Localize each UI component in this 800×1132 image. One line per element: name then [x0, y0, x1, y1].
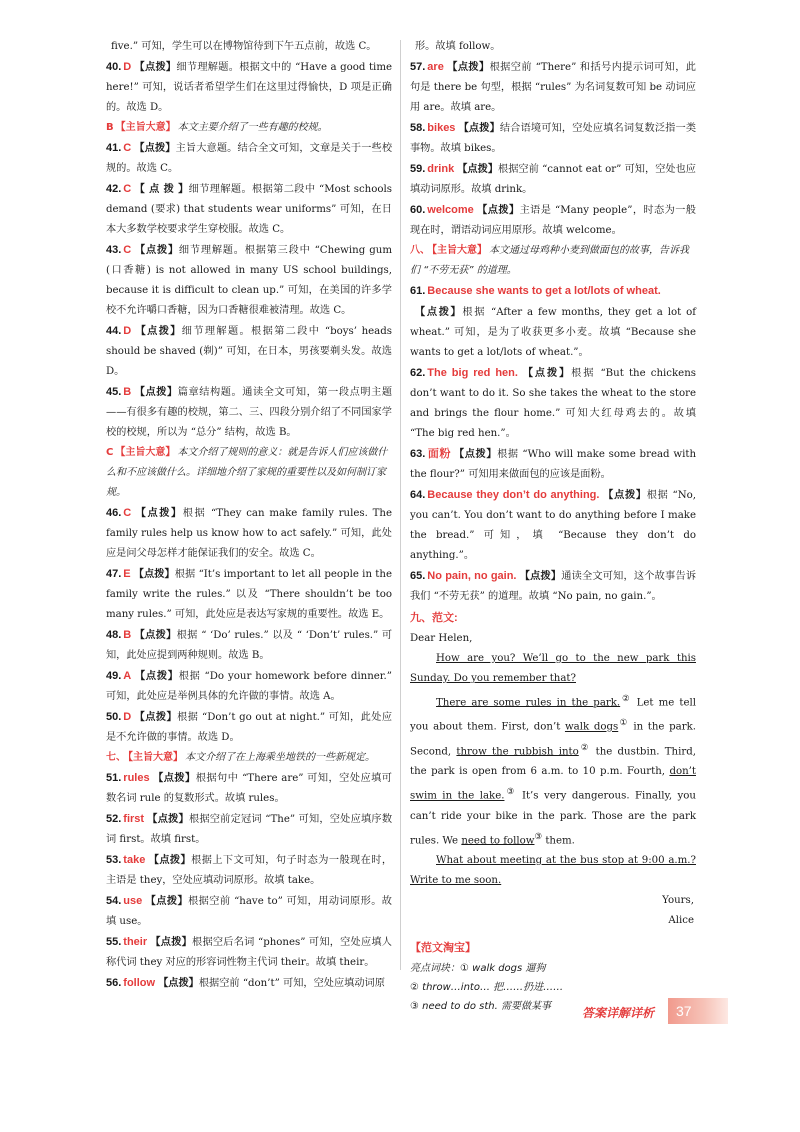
answer-entry — [106, 382, 392, 443]
essay-text: How are you? We’ll go to the new park this Sunday. Do you remember that? — [410, 653, 696, 684]
answer-entry — [410, 36, 696, 57]
question-number: 56. — [106, 977, 122, 989]
answer-entry — [106, 564, 392, 625]
answer-entry — [106, 179, 392, 240]
answer-key: Because she wants to get a lot/lots of wheat. — [427, 285, 661, 297]
question-number: 45. — [106, 386, 122, 398]
explanation-text: 通读全文可知，这个故事告诉我们 “不劳无获” 的道理。故填 “No pain, no gain.”。 — [410, 571, 697, 602]
explanation-text: 主旨大意题。结合全文可知，文章是关于一些校规的。故选 C。 — [106, 143, 393, 174]
answer-entry — [106, 666, 392, 707]
answer-entry — [106, 809, 392, 850]
question-number: 64. — [410, 489, 426, 501]
fanwen-line: 亮点词块：① walk dogs 遛狗 — [410, 962, 546, 974]
hint-tag: 【点拨】 — [158, 977, 199, 989]
hint-tag: 【点拨】 — [454, 448, 498, 460]
hint-tag: 【点拨】 — [602, 489, 647, 501]
right-column — [410, 36, 696, 1016]
explanation-text: 根据 “Don’t go out at night.” 可知，此处应是不允许做的事情。故选 D。 — [106, 712, 393, 743]
explanation-text: 篇章结构题。通读全文可知，第一段点明主题——有很多有趣的校规，第二、三、四段分别介绍了不同国家学校的校规，所以为 “总分” 结构，故选 B。 — [106, 387, 393, 438]
left-column — [106, 36, 392, 994]
answer-key: their — [123, 936, 148, 948]
hint-tag: 【点拨】 — [134, 670, 179, 682]
page-number: 37 — [668, 998, 728, 1024]
hint-tag: 【点拨】 — [134, 325, 182, 337]
essay-text: the dustbin. Third, the park is open from 6 a.m. to 10 p.m. Fourth, — [410, 746, 696, 778]
answer-entry — [106, 57, 392, 118]
fanwen-line: ② throw…into… 把……扔进…… — [410, 981, 564, 993]
answer-entry — [106, 973, 392, 994]
essay-paragraph-3 — [410, 851, 696, 891]
answer-entry — [106, 321, 392, 382]
explanation-text: 根据空后名词 “phones” 可知，空处应填人称代词 they 对应的形容词性物主代词 their。故填 their。 — [106, 937, 392, 968]
main-idea-tag: 【主旨大意】 — [115, 447, 176, 458]
explanation-text: 根据 “But the chickens don’t want to do it. So she takes the wheat to the store and brings the flour home.” 可知大红母鸡去的。故填 “The big red hen.”。 — [410, 368, 696, 439]
explanation-text: 结合语境可知，空处应填名词复数泛指一类事物。故填 bikes。 — [410, 123, 697, 154]
answer-entry — [106, 36, 392, 57]
question-number: 41. — [106, 142, 122, 154]
question-number: 59. — [410, 163, 426, 175]
question-number: 63. — [410, 448, 426, 460]
essay-text: What about meeting at the bus stop at 9:00 a.m.? Write to me soon. — [410, 854, 696, 886]
question-number: 47. — [106, 568, 122, 580]
hint-tag: 【点拨】 — [148, 854, 192, 866]
hint-tag: 【点拨】 — [134, 244, 179, 256]
answer-entry — [410, 302, 696, 363]
hint-tag: 【点拨】 — [134, 386, 178, 398]
answer-key: rules — [123, 772, 150, 784]
hint-tag: 【 点 拨 】 — [134, 183, 189, 195]
answer-key: use — [123, 895, 143, 907]
explanation-text: 根据空前 “don’t” 可知，空处应填动词原 — [198, 978, 385, 989]
section-letter: 七、 — [106, 752, 126, 763]
answer-key: The big red hen. — [427, 367, 518, 379]
answer-key: C — [123, 507, 132, 519]
answer-key: No pain, no gain. — [427, 570, 517, 582]
question-number: 58. — [410, 122, 426, 134]
main-idea-tag: 【主旨大意】 — [432, 245, 487, 256]
question-number: 54. — [106, 895, 122, 907]
answer-entry — [106, 850, 392, 891]
explanation-text: 根据 “ ‘Do’ rules.” 以及 “ ‘Don’t’ rules.” 可知，此处应提到两种规则。故选 B。 — [106, 630, 393, 661]
hint-tag: 【点拨】 — [458, 122, 500, 134]
question-number: 60. — [410, 204, 426, 216]
explanation-text: 细节理解题。根据第二段中 “Most schools demand (要求) that students wear uniforms” 可知，在日本大多数学校要求学生穿校服。故选 C。 — [106, 184, 392, 235]
essay-paragraph-1 — [410, 649, 696, 689]
question-number: 52. — [106, 813, 122, 825]
answer-key: take — [123, 854, 146, 866]
answer-entry — [106, 138, 392, 179]
explanation-text: 根据空前 “cannot eat or” 可知，空处也应填动词原形。故填 drink。 — [410, 164, 696, 195]
answer-entry — [106, 625, 392, 666]
answer-entry — [410, 159, 696, 200]
main-idea-note — [106, 118, 392, 138]
column-divider — [400, 40, 401, 970]
hint-tag: 【点拨】 — [134, 61, 177, 73]
answer-entry — [106, 240, 392, 321]
answer-key: C — [123, 244, 132, 256]
hint-tag: 【点拨】 — [134, 142, 176, 154]
explanation-text: 根据空前 “There” 和括号内提示词可知，此句是 there be 句型，根据 “rules” 为名词复数可知 be 动词应用 are。故填 are。 — [410, 62, 696, 113]
essay-marker: ② — [620, 694, 632, 704]
essay-text: them. — [542, 834, 575, 846]
essay-marker: ③ — [534, 831, 543, 842]
essay-marker: ③ — [504, 787, 517, 798]
salutation: Dear Helen, — [410, 633, 473, 644]
essay-paragraph-2 — [410, 689, 696, 851]
section-letter: B — [106, 122, 114, 133]
answer-entry — [106, 891, 392, 932]
main-idea-note — [106, 443, 392, 503]
explanation-text: five.” 可知，学生可以在博物馆待到下午五点前，故选 C。 — [111, 41, 377, 52]
main-idea-text: 本文通过母鸡种小麦到做面包的故事，告诉我们 “不劳无获” 的道理。 — [410, 245, 689, 276]
answer-entry — [106, 932, 392, 973]
answer-key: follow — [123, 977, 156, 989]
answer-key: A — [123, 670, 132, 682]
right-entries — [410, 36, 696, 607]
question-number: 51. — [106, 772, 122, 784]
answer-entry — [410, 200, 696, 241]
answer-entry — [410, 363, 696, 444]
explanation-text: 形。故填 follow。 — [415, 41, 501, 52]
answer-entry — [410, 57, 696, 118]
essay-text: Let me tell you about them. First, don’t — [410, 697, 696, 733]
footer-label: 答案详解详析 — [582, 1006, 655, 1020]
question-number: 43. — [106, 244, 122, 256]
answer-entry — [106, 768, 392, 809]
explanation-text: 细节理解题。根据第二段中 “boys’ heads should be shaved (剃)” 可知，在日本，男孩要剃头发。故选 D。 — [106, 326, 392, 377]
main-idea-text: 本文介绍了在上海乘坐地铁的一些新规定。 — [185, 752, 375, 763]
answer-key: first — [123, 813, 145, 825]
hint-tag: 【点拨】 — [134, 629, 177, 641]
explanation-text: 根据 “After a few months, they get a lot of wheat.” 可知，是为了收获更多小麦。故填 “Because she wants to get a lot/lots of wheat.”。 — [410, 307, 696, 358]
answer-key: 面粉 — [427, 448, 452, 460]
main-idea-note — [106, 748, 392, 768]
hint-tag: 【点拨】 — [476, 204, 520, 216]
explanation-text: 根据 “Do your homework before dinner.” 可知，此处应是举例具体的允许做的事情。故选 A。 — [106, 671, 393, 702]
explanation-text: 根据 “It’s important to let all people in the family write the rules.” 以及 “There shouldn’t be too many rules.” 可知，此处应是表达写家规的重要性。故选 E。 — [106, 569, 392, 620]
question-number: 65. — [410, 570, 426, 582]
question-number: 40. — [106, 61, 122, 73]
answer-key: Because they don’t do anything. — [427, 489, 600, 501]
main-idea-tag: 【主旨大意】 — [115, 122, 176, 133]
answer-entry — [410, 118, 696, 159]
essay-marker: ① — [618, 718, 629, 729]
main-idea-note — [410, 241, 696, 281]
essay-heading: 九、范文: — [410, 612, 458, 624]
essay-text: It’s very dangerous. Finally, you can’t ride your bike in the park. Those are the park rules. We — [410, 790, 696, 846]
hint-tag: 【点拨】 — [147, 813, 189, 825]
model-essay — [410, 629, 696, 931]
question-number: 61. — [410, 285, 426, 297]
answer-key: bikes — [427, 122, 456, 134]
question-number: 42. — [106, 183, 122, 195]
explanation-text: 细节理解题。根据第三段中 “Chewing gum (口香糖) is not allowed in many US school buildings, because it is difficult to clean up.” 可知，在美国的许多学校不允许嚼口香糖，因为口香糖很难被清理。故选 C。 — [106, 245, 393, 316]
essay-highlight: don’t swim in the lake. — [410, 766, 696, 802]
essay-highlight: There are some rules in the park. — [436, 697, 621, 709]
hint-tag: 【点拨】 — [446, 61, 490, 73]
explanation-text: 细节理解题。根据文中的 “Have a good time here!” 可知，说话者希望学生们在这里过得愉快，D 项是正确的。故选 D。 — [106, 62, 393, 113]
question-number: 57. — [410, 61, 426, 73]
answer-entry — [106, 503, 392, 564]
answer-key: D — [123, 325, 132, 337]
answer-key: B — [123, 386, 132, 398]
fanwen-line: ③ need to do sth. 需要做某事 — [410, 1000, 552, 1012]
answer-entry — [410, 485, 696, 566]
section-letter: C — [106, 447, 114, 458]
main-idea-tag: 【主旨大意】 — [128, 752, 183, 763]
explanation-text: 根据空前 “have to” 可知，用动词原形。故填 use。 — [106, 896, 392, 927]
answer-key: E — [123, 568, 131, 580]
answer-key: D — [123, 61, 132, 73]
explanation-text: 根据 “No, you can’t. You don’t want to do anything before I make the bread.” 可知，填 “Because they don’t do anything.”。 — [410, 490, 697, 561]
essay-text: in the park. Second, — [410, 721, 696, 758]
fanwen-tag: 【范文淘宝】 — [410, 940, 476, 954]
hint-tag: 【点拨】 — [415, 306, 463, 318]
main-idea-text: 本文主要介绍了一些有趣的校规。 — [177, 122, 328, 133]
hint-tag: 【点拨】 — [150, 936, 193, 948]
hint-tag: 【点拨】 — [134, 711, 178, 723]
hint-tag: 【点拨】 — [520, 367, 572, 379]
closing: Yours, — [662, 894, 694, 906]
hint-tag: 【点拨】 — [519, 570, 562, 582]
question-number: 46. — [106, 507, 122, 519]
section-letter: 八、 — [410, 245, 430, 256]
answer-key: welcome — [427, 204, 474, 216]
answer-entry — [410, 566, 696, 607]
answer-key: are — [427, 61, 444, 73]
answer-key: drink — [427, 163, 455, 175]
essay-marker: ② — [578, 742, 591, 753]
main-idea-text: 本文介绍了规则的意义：就是告诉人们应该做什么和不应该做什么。详细地介绍了家规的重要性以及如何制订家规。 — [106, 447, 388, 498]
hint-tag: 【点拨】 — [134, 507, 183, 519]
explanation-text: 根据 “They can make family rules. The family rules help us know how to act safely.” 可知，此处应是问父母怎样才能保证我们的安全。故选 C。 — [106, 508, 392, 559]
explanation-text: 根据上下文可知，句子时态为一般现在时，主语是 they，空处应填动词原形。故填 take。 — [106, 855, 393, 886]
essay-highlight: walk dogs — [564, 721, 619, 733]
answer-key: B — [123, 629, 132, 641]
answer-key: D — [123, 711, 132, 723]
explanation-text: 根据 “Who will make some bread with the flour?” 可知用来做面包的应该是面粉。 — [410, 449, 697, 480]
hint-tag: 【点拨】 — [145, 895, 189, 907]
question-number: 62. — [410, 367, 426, 379]
answer-key: C — [123, 183, 132, 195]
answer-entry — [106, 707, 392, 748]
question-number: 49. — [106, 670, 122, 682]
explanation-text: 根据句中 “There are” 可知，空处应填可数名词 rule 的复数形式。故填 rules。 — [106, 773, 392, 804]
question-number: 53. — [106, 854, 122, 866]
hint-tag: 【点拨】 — [133, 568, 175, 580]
essay-highlight: need to follow — [461, 834, 535, 846]
question-number: 48. — [106, 629, 122, 641]
signature-name: Alice — [668, 914, 694, 926]
essay-highlight: throw the rubbish into — [456, 746, 579, 758]
question-number: 44. — [106, 325, 122, 337]
hint-tag: 【点拨】 — [152, 772, 196, 784]
question-number: 55. — [106, 936, 122, 948]
explanation-text: 主语是 “Many people”，时态为一般现在时，谓语动词应用原形。故填 welcome。 — [410, 205, 696, 236]
question-number: 50. — [106, 711, 122, 723]
hint-tag: 【点拨】 — [457, 163, 499, 175]
answer-entry — [410, 281, 696, 302]
answer-entry — [410, 444, 696, 485]
answer-key: C — [123, 142, 132, 154]
explanation-text: 根据空前定冠词 “The” 可知，空处应填序数词 first。故填 first。 — [106, 814, 393, 845]
